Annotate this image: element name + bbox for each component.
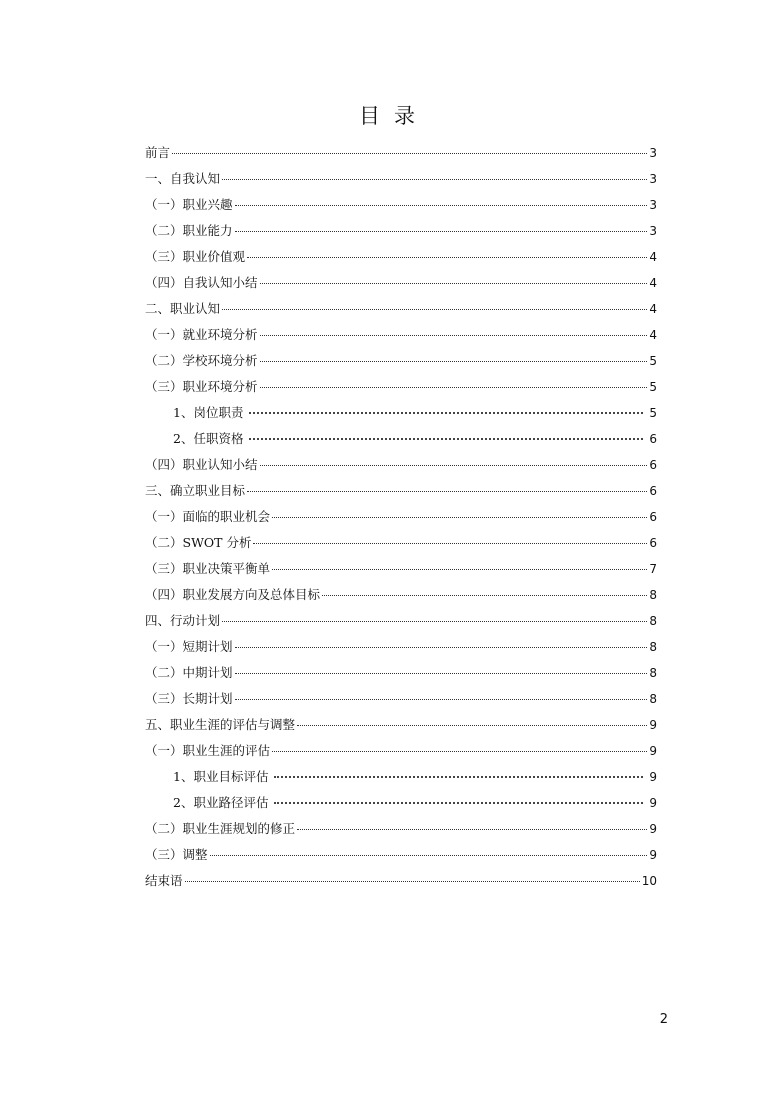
toc-dot-leader	[260, 334, 648, 336]
toc-entry-label: （二）中期计划	[145, 665, 233, 680]
document-title: 目录	[359, 104, 429, 128]
toc-dot-leader	[235, 672, 648, 674]
toc-entry[interactable]	[145, 686, 657, 712]
toc-entry-page: 3	[649, 146, 657, 160]
toc-dot-leader	[272, 750, 647, 752]
toc-dot-leader	[297, 828, 647, 830]
toc-entry-page: 10	[641, 874, 657, 888]
toc-entry-label: 结束语	[145, 873, 183, 888]
toc-entry-page: 8	[649, 588, 657, 602]
toc-entry-page: 8	[649, 666, 657, 680]
toc-entry-page: 9	[649, 822, 657, 836]
toc-entry[interactable]	[145, 816, 657, 842]
toc-dot-leader	[235, 646, 648, 648]
toc-entry-label: （二）学校环境分析	[145, 353, 258, 368]
toc-entry-page: 8	[649, 614, 657, 628]
toc-entry-label: 四、行动计划	[145, 613, 221, 628]
toc-dot-leader	[222, 620, 647, 622]
toc-entry-label: 2、职业路径评估	[173, 795, 269, 810]
toc-entry-page: 6	[649, 458, 657, 472]
toc-dot-leader	[235, 230, 648, 232]
toc-entry-label: 2、任职资格	[173, 431, 244, 446]
toc-entry[interactable]	[145, 192, 657, 218]
toc-entry-label: （一）职业生涯的评估	[145, 743, 271, 758]
toc-entry[interactable]	[145, 400, 657, 426]
toc-dot-leader	[253, 542, 647, 544]
toc-dot-leader	[247, 490, 647, 492]
toc-entry[interactable]	[145, 140, 657, 166]
toc-entry[interactable]	[145, 790, 657, 816]
toc-entry-page: 4	[649, 328, 657, 342]
toc-dot-leader	[249, 411, 643, 414]
toc-entry[interactable]	[145, 582, 657, 608]
toc-entry[interactable]	[145, 608, 657, 634]
toc-entry[interactable]	[145, 426, 657, 452]
toc-entry[interactable]	[145, 270, 657, 296]
toc-entry-label: 一、自我认知	[145, 171, 221, 186]
toc-entry-page: 8	[649, 640, 657, 654]
toc-entry-page: 6	[649, 484, 657, 498]
toc-entry-page: 9	[649, 796, 657, 810]
toc-entry-page: 9	[649, 848, 657, 862]
toc-dot-leader	[272, 516, 647, 518]
toc-entry-label: 二、职业认知	[145, 301, 221, 316]
toc-entry[interactable]	[145, 166, 657, 192]
toc-entry[interactable]	[145, 478, 657, 504]
toc-entry-page: 6	[649, 432, 657, 446]
toc-entry-page: 3	[649, 172, 657, 186]
toc-entry-page: 6	[649, 536, 657, 550]
toc-dot-leader	[235, 698, 648, 700]
toc-entry-page: 5	[649, 380, 657, 394]
toc-entry[interactable]	[145, 530, 657, 556]
toc-entry[interactable]	[145, 322, 657, 348]
toc-entry[interactable]	[145, 504, 657, 530]
toc-entry[interactable]	[145, 712, 657, 738]
toc-entry-label: （二）SWOT 分析	[145, 535, 252, 550]
toc-dot-leader	[260, 282, 648, 284]
toc-entry-label: （二）职业能力	[145, 223, 233, 238]
toc-entry-page: 7	[649, 562, 657, 576]
toc-entry-label: （一）面临的职业机会	[145, 509, 271, 524]
toc-dot-leader	[297, 724, 647, 726]
toc-entry-page: 5	[649, 406, 657, 420]
toc-entry-page: 4	[649, 276, 657, 290]
toc-entry-label: （三）长期计划	[145, 691, 233, 706]
toc-entry-label: 1、职业目标评估	[173, 769, 269, 784]
toc-entry[interactable]	[145, 296, 657, 322]
toc-dot-leader	[272, 568, 647, 570]
toc-entry-label: （四）职业认知小结	[145, 457, 258, 472]
toc-entry[interactable]	[145, 374, 657, 400]
toc-dot-leader	[322, 594, 647, 596]
toc-entry-label: （三）职业环境分析	[145, 379, 258, 394]
toc-dot-leader	[235, 204, 648, 206]
toc-entry[interactable]	[145, 244, 657, 270]
toc-entry[interactable]	[145, 842, 657, 868]
toc-dot-leader	[274, 801, 643, 804]
toc-dot-leader	[274, 775, 643, 778]
toc-entry-label: （二）职业生涯规划的修正	[145, 821, 296, 836]
toc-entry[interactable]	[145, 868, 657, 894]
table-of-contents	[145, 140, 657, 894]
toc-dot-leader	[260, 464, 648, 466]
toc-entry-label: （四）职业发展方向及总体目标	[145, 587, 321, 602]
toc-dot-leader	[210, 854, 648, 856]
toc-entry-label: （三）职业决策平衡单	[145, 561, 271, 576]
toc-dot-leader	[249, 437, 643, 440]
toc-entry-page: 3	[649, 198, 657, 212]
toc-entry-label: （一）短期计划	[145, 639, 233, 654]
toc-entry[interactable]	[145, 738, 657, 764]
toc-entry[interactable]	[145, 452, 657, 478]
toc-entry[interactable]	[145, 660, 657, 686]
toc-dot-leader	[222, 308, 647, 310]
toc-entry-label: （一）就业环境分析	[145, 327, 258, 342]
toc-entry-label: （四）自我认知小结	[145, 275, 258, 290]
toc-entry[interactable]	[145, 556, 657, 582]
toc-entry-page: 9	[649, 718, 657, 732]
toc-dot-leader	[222, 178, 647, 180]
toc-entry-page: 5	[649, 354, 657, 368]
toc-entry[interactable]	[145, 634, 657, 660]
toc-dot-leader	[185, 880, 640, 882]
toc-entry-page: 4	[649, 250, 657, 264]
toc-entry-page: 9	[649, 770, 657, 784]
toc-entry-label: （三）调整	[145, 847, 208, 862]
toc-entry-page: 6	[649, 510, 657, 524]
toc-entry-label: 1、岗位职责	[173, 405, 244, 420]
toc-entry[interactable]	[145, 764, 657, 790]
toc-entry-page: 9	[649, 744, 657, 758]
toc-entry[interactable]	[145, 348, 657, 374]
toc-dot-leader	[260, 386, 648, 388]
toc-entry-label: 三、确立职业目标	[145, 483, 246, 498]
toc-entry-label: 前言	[145, 145, 171, 160]
toc-dot-leader	[247, 256, 647, 258]
toc-entry[interactable]	[145, 218, 657, 244]
toc-entry-label: 五、职业生涯的评估与调整	[145, 717, 296, 732]
toc-entry-label: （三）职业价值观	[145, 249, 246, 264]
toc-dot-leader	[172, 152, 647, 154]
toc-entry-page: 4	[649, 302, 657, 316]
toc-entry-page: 3	[649, 224, 657, 238]
toc-dot-leader	[260, 360, 648, 362]
page-number: 2	[659, 1012, 668, 1027]
toc-entry-label: （一）职业兴趣	[145, 197, 233, 212]
toc-entry-page: 8	[649, 692, 657, 706]
